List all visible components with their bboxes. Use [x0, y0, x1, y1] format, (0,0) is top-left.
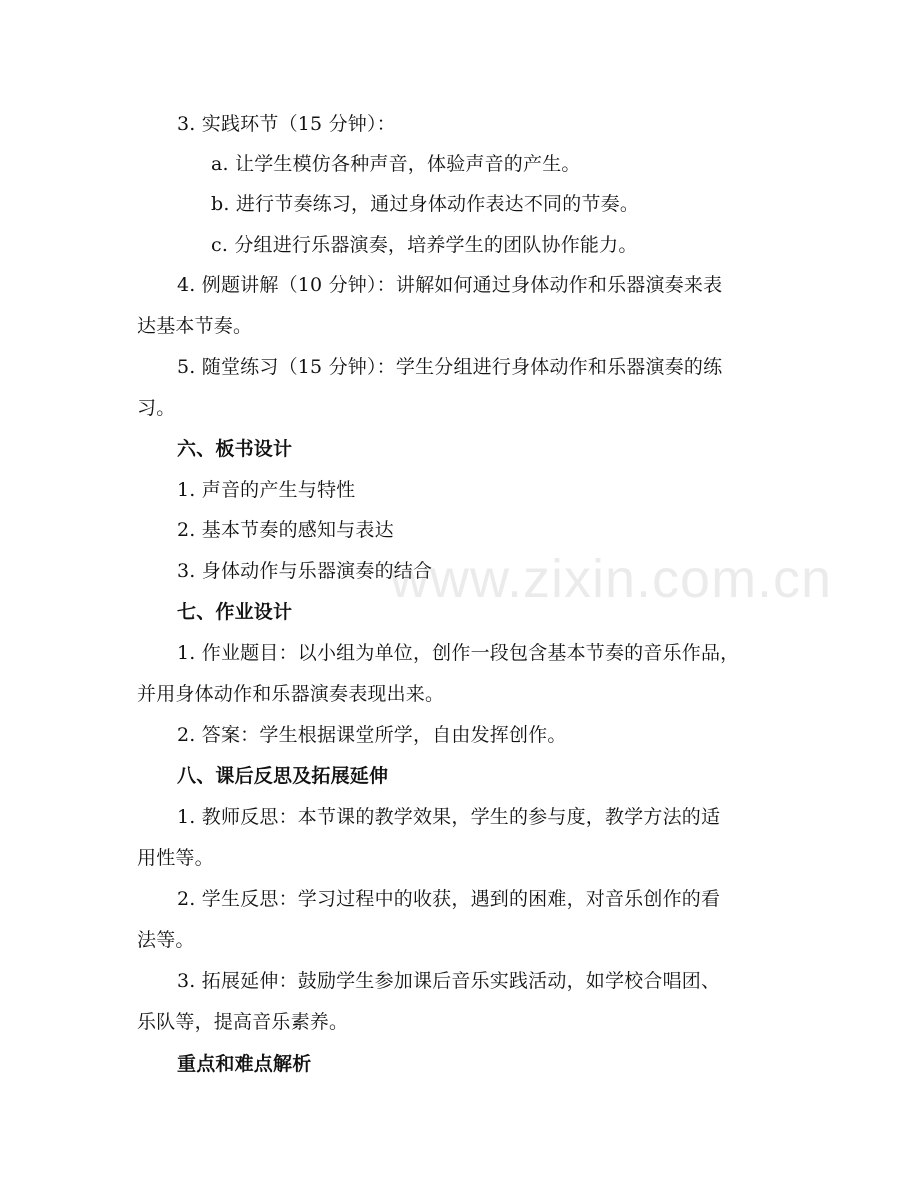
practice-item-b: b. 进行节奏练习，通过身体动作表达不同的节奏。	[211, 193, 640, 215]
section6-item-1: 1. 声音的产生与特性	[177, 479, 356, 501]
footer-heading: 重点和难点解析	[177, 1053, 312, 1075]
section8-heading: 八、课后反思及拓展延伸	[177, 765, 389, 787]
section7-heading: 七、作业设计	[177, 601, 293, 623]
section8-item1-line1: 1. 教师反思：本节课的教学效果，学生的参与度，教学方法的适	[177, 806, 721, 828]
exercise-line-1: 5. 随堂练习（15 分钟）：学生分组进行身体动作和乐器演奏的练	[177, 356, 723, 378]
section6-heading: 六、板书设计	[177, 438, 293, 460]
example-line-1: 4. 例题讲解（10 分钟）：讲解如何通过身体动作和乐器演奏来表	[177, 274, 723, 296]
section8-item3-line1: 3. 拓展延伸：鼓励学生参加课后音乐实践活动，如学校合唱团、	[177, 970, 721, 992]
section8-item1-line2: 用性等。	[137, 847, 214, 869]
section6-item-2: 2. 基本节奏的感知与表达	[177, 519, 394, 541]
practice-title: 3. 实践环节（15 分钟）：	[177, 113, 396, 135]
section7-item2: 2. 答案：学生根据课堂所学，自由发挥创作。	[177, 724, 567, 746]
section6-item-3: 3. 身体动作与乐器演奏的结合	[177, 560, 433, 582]
example-line-2: 达基本节奏。	[137, 315, 253, 337]
practice-item-c: c. 分组进行乐器演奏，培养学生的团队协作能力。	[211, 234, 638, 256]
section8-item2-line2: 法等。	[137, 929, 195, 951]
section8-item3-line2: 乐队等，提高音乐素养。	[137, 1011, 349, 1033]
section8-item2-line1: 2. 学生反思：学习过程中的收获，遇到的困难，对音乐创作的看	[177, 888, 721, 910]
section7-item1-line1: 1. 作业题目：以小组为单位，创作一段包含基本节奏的音乐作品，	[177, 642, 740, 664]
exercise-line-2: 习。	[137, 397, 176, 419]
practice-item-a: a. 让学生模仿各种声音，体验声音的产生。	[211, 153, 581, 175]
watermark: www.zixin.com.cn	[390, 549, 833, 609]
section7-item1-line2: 并用身体动作和乐器演奏表现出来。	[137, 683, 445, 705]
